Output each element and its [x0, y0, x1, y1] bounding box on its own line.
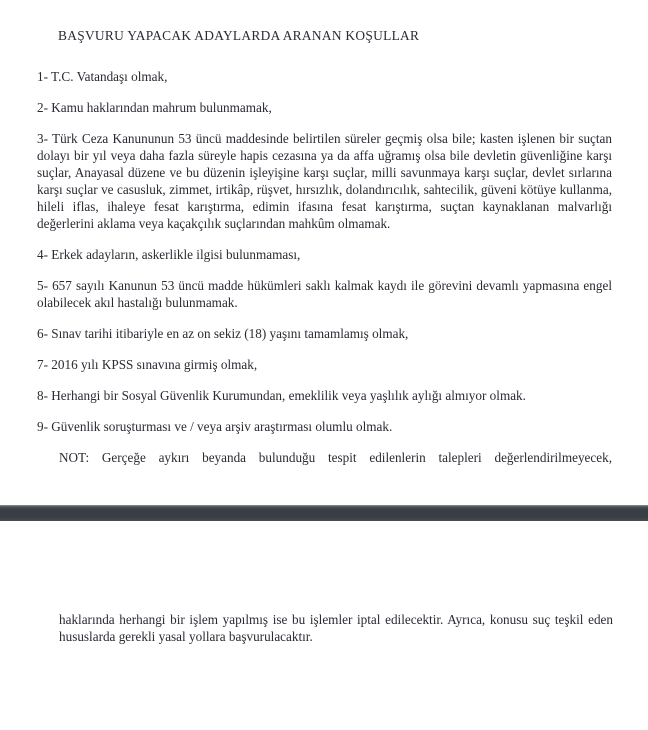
list-item-3: 3- Türk Ceza Kanununun 53 üncü maddesinde belirtilen süreler geçmiş olsa bile; kasten işlenen bir suçtan dolayı bir yıl veya daha fazla süreyle hapis cezasına ya da affa uğramış olsa bile devletin güvenliğine karşı suçlar, Anayasal düzene ve bu düzenin işleyişine karşı suçlar, milli savunmaya karşı suçlar, devlet sırlarına karşı suçlar ve casusluk, zimmet, irtikâp, rüşvet, hırsızlık, dolandırıcılık, sahtecilik, güveni kötüye kullanma, hileli iflas, ihaleye fesat karıştırma, edimin ifasına fesat karıştırma, suçtan kaynaklanan malvarlığı değerlerini aklama veya kaçakçılık suçlarından mahkûm olmamak.: [37, 131, 612, 231]
list-item-2: 2- Kamu haklarından mahrum bulunmamak,: [37, 100, 272, 115]
continuation-paragraph: haklarında herhangi bir işlem yapılmış ise bu işlemler iptal edilecektir. Ayrıca, konusu suç teşkil eden hususlarda gerekli yasal yollara başvurulacaktır.: [59, 612, 613, 645]
list-item-9: 9- Güvenlik soruşturması ve / veya arşiv araştırması olumlu olmak.: [37, 419, 393, 434]
document-title: BAŞVURU YAPACAK ADAYLARDA ARANAN KOŞULLAR: [58, 28, 420, 43]
list-item-4: 4- Erkek adayların, askerlikle ilgisi bulunmaması,: [37, 247, 301, 262]
page-break-bar: [0, 505, 648, 521]
note-paragraph: NOT: Gerçeğe aykırı beyanda bulunduğu tespit edilenlerin talepleri değerlendirilmeyecek,: [59, 450, 612, 465]
list-item-1: 1- T.C. Vatandaşı olmak,: [37, 69, 168, 84]
list-item-5: 5- 657 sayılı Kanunun 53 üncü madde hükümleri saklı kalmak kaydı ile görevini devamlı yapmasına engel olabilecek akıl hastalığı bulunmamak.: [37, 278, 612, 310]
list-item-6: 6- Sınav tarihi itibariyle en az on sekiz (18) yaşını tamamlamış olmak,: [37, 326, 409, 341]
list-item-7: 7- 2016 yılı KPSS sınavına girmiş olmak,: [37, 357, 258, 372]
list-item-8: 8- Herhangi bir Sosyal Güvenlik Kurumundan, emeklilik veya yaşlılık aylığı almıyor olmak.: [37, 388, 526, 403]
